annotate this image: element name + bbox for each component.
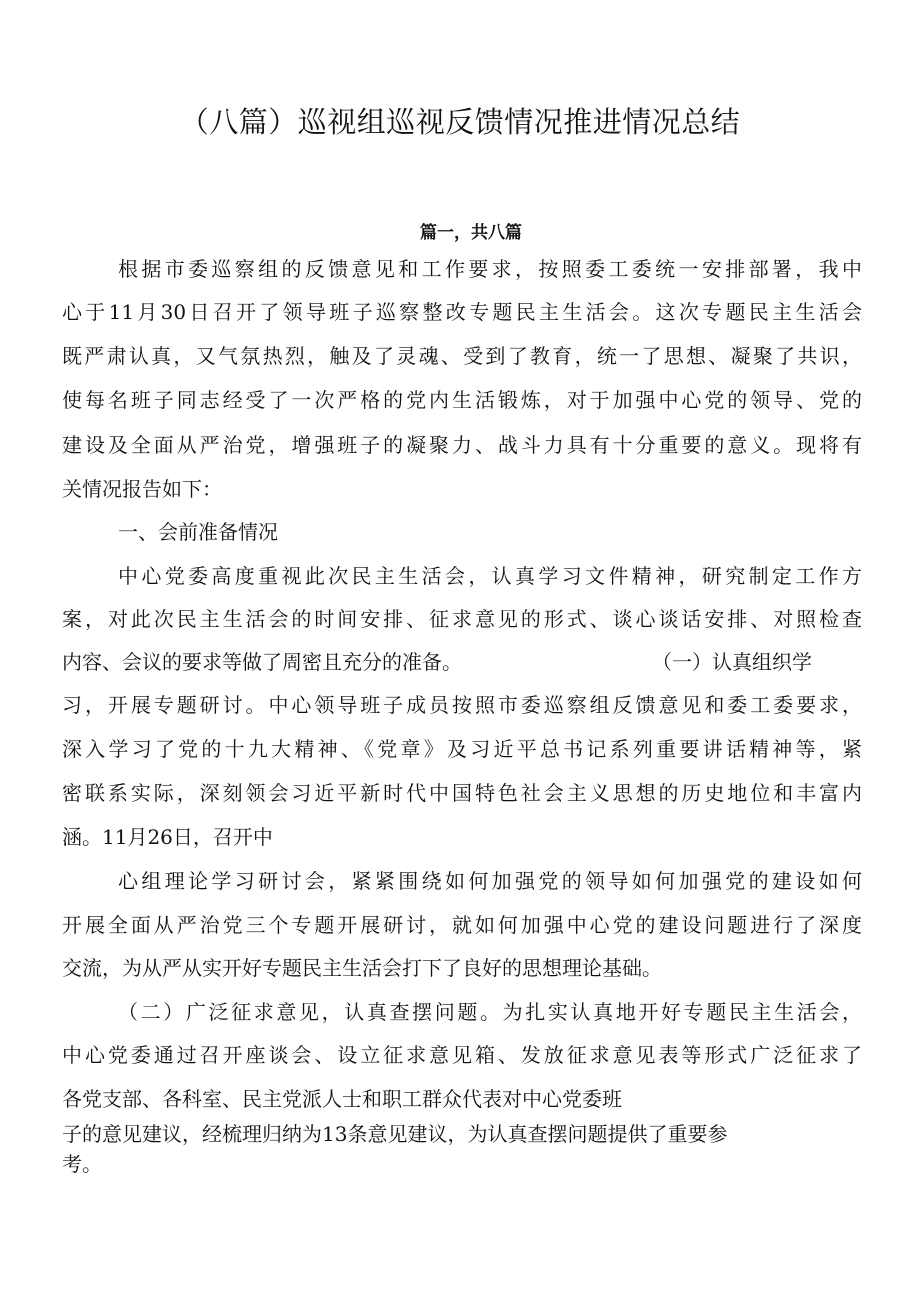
paragraph-line: 各党支部、各科室、民主党派人士和职工群众代表对中心党委班 [62, 1087, 622, 1111]
paragraph-line: 开展全面从严治党三个专题开展研讨，就如何加强中心党的建设问题进行了深度 [62, 913, 862, 937]
paragraph-line: 密联系实际，深刻领会习近平新时代中国特色社会主义思想的历史地位和丰富内 [62, 781, 862, 805]
paragraph-line: 使每名班子同志经受了一次严格的党内生活锻炼，对于加强中心党的领导、党的 [62, 388, 862, 412]
paragraph-line: 考。 [62, 1152, 102, 1176]
paragraph-line: 中心党委通过召开座谈会、设立征求意见箱、发放征求意见表等形式广泛征求了 [62, 1043, 862, 1067]
paragraph-line: 交流，为从严从实开好专题民主生活会打下了良好的思想理论基础。 [62, 956, 662, 980]
section-heading: 一、会前准备情况 [118, 520, 278, 544]
paragraph-line: 心组理论学习研讨会，紧紧围绕如何加强党的领导如何加强党的建设如何 [118, 869, 862, 893]
document-subtitle: 篇一，共八篇 [420, 223, 522, 243]
paragraph-line: 子的意见建议，经梳理归纳为13条意见建议，为认真查摆问题提供了重要参 [62, 1122, 728, 1146]
paragraph-line: 内容、会议的要求等做了周密且充分的准备。 [62, 650, 462, 674]
paragraph-line: 关情况报告如下： [62, 477, 222, 501]
paragraph-line: 习，开展专题研讨。中心领导班子成员按照市委巡察组反馈意见和委工委要求， [62, 693, 862, 717]
paragraph-line: 根据市委巡察组的反馈意见和工作要求，按照委工委统一安排部署，我中 [118, 257, 862, 281]
paragraph-line: 中心党委高度重视此次民主生活会，认真学习文件精神，研究制定工作方 [118, 564, 862, 588]
document-title: （八篇）巡视组巡视反馈情况推进情况总结 [179, 105, 741, 139]
paragraph-line: 建设及全面从严治党，增强班子的凝聚力、战斗力具有十分重要的意义。现将有 [62, 433, 862, 457]
paragraph-line: 深入学习了党的十九大精神、《党章》及习近平总书记系列重要讲话精神等，紧 [62, 737, 862, 761]
paragraph-line: 心于11月30日召开了领导班子巡察整改专题民主生活会。这次专题民主生活会 [62, 300, 862, 324]
paragraph-line: （二）广泛征求意见，认真查摆问题。为扎实认真地开好专题民主生活会， [118, 1000, 862, 1024]
paragraph-line: 案，对此次民主生活会的时间安排、征求意见的形式、谈心谈话安排、对照检查 [62, 607, 862, 631]
paragraph-line: 涵。11月26日，召开中 [62, 825, 273, 849]
paragraph-line: 既严肃认真，又气氛热烈，触及了灵魂、受到了教育，统一了思想、凝聚了共识， [62, 344, 862, 368]
subsection-heading: （一）认真组织学 [652, 650, 812, 674]
